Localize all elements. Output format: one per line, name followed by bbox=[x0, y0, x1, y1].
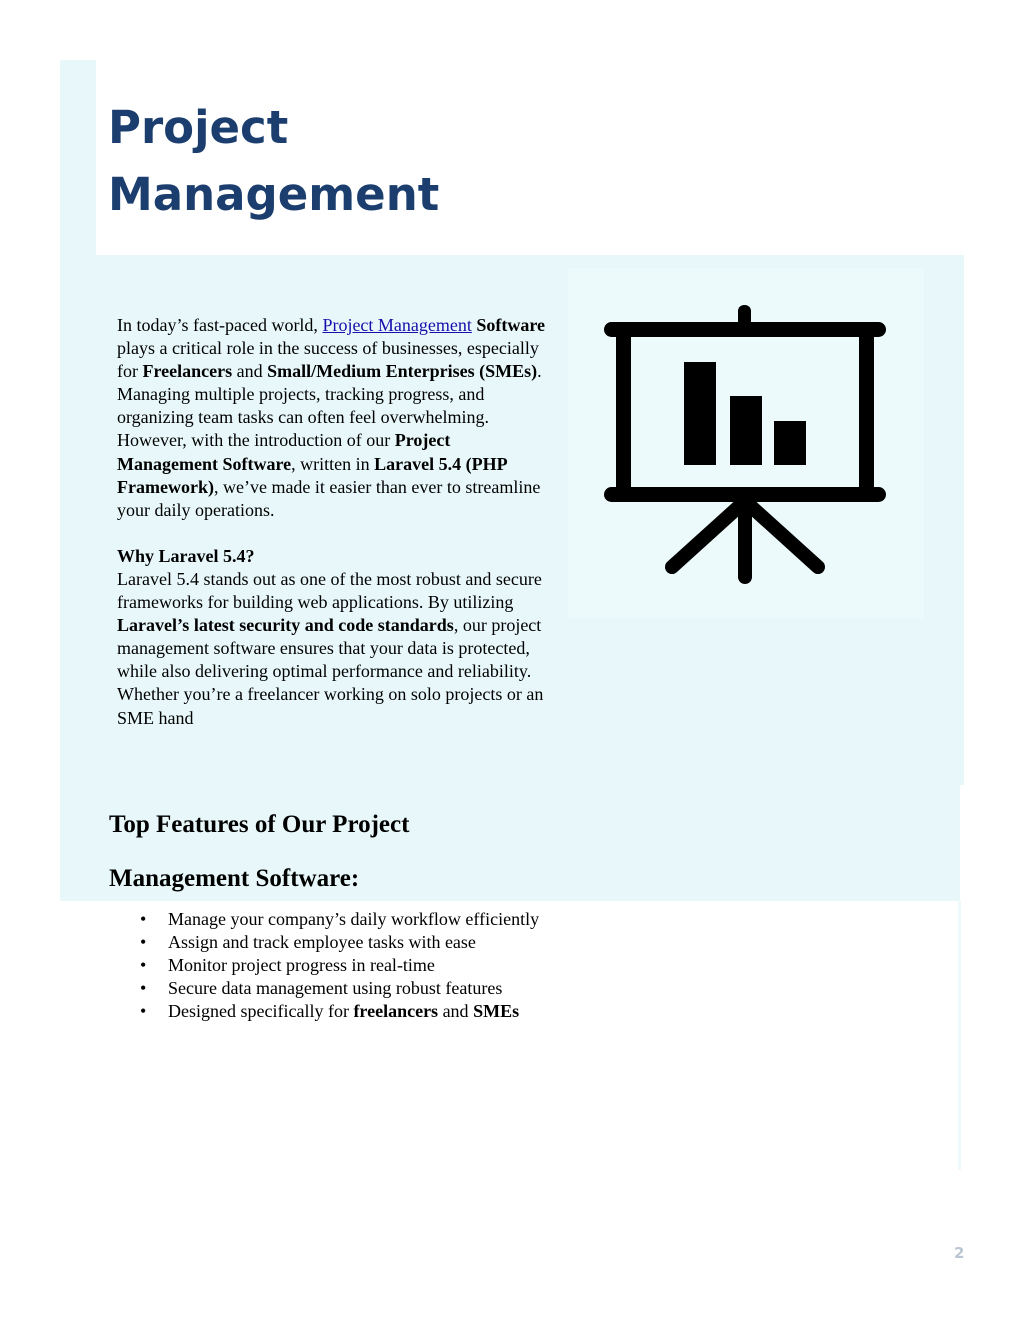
bullet: • bbox=[140, 955, 147, 976]
list-item-text: Monitor project progress in real-time bbox=[168, 955, 435, 976]
list-item bbox=[140, 908, 548, 931]
title-panel-background bbox=[60, 60, 96, 255]
project-management-link[interactable]: Project Management bbox=[322, 315, 472, 335]
why-laravel-paragraph bbox=[117, 545, 555, 730]
page-title bbox=[108, 94, 508, 228]
intro-bold: Freelancers bbox=[142, 361, 233, 382]
intro-paragraph bbox=[117, 314, 555, 522]
list-item-bold: SMEs bbox=[473, 1001, 520, 1022]
list-item bbox=[140, 1000, 548, 1023]
why-laravel-heading: Why Laravel 5.4? bbox=[117, 545, 255, 566]
list-item-text: Assign and track employee tasks with ease bbox=[168, 932, 476, 953]
list-item bbox=[140, 931, 548, 954]
panel-edge bbox=[958, 255, 964, 785]
page-number: 2 bbox=[954, 1244, 965, 1262]
intro-text: , we’ve made it easier than ever to streamline your daily operations. bbox=[117, 476, 541, 520]
intro-text: In today’s fast-paced world, bbox=[117, 315, 323, 335]
why-bold: Laravel’s latest security and code standards bbox=[117, 615, 454, 636]
intro-text: plays a critical role in the success of businesses, especially for bbox=[117, 338, 539, 382]
presentation-board-chart-icon bbox=[600, 305, 890, 587]
page-title-line-2: Management bbox=[108, 168, 440, 221]
list-item-text: Secure data management using robust features bbox=[168, 978, 503, 999]
intro-text: . Managing multiple projects, tracking progress, and organizing team tasks can often feel overwhelming. However, with the introduction of our bbox=[117, 361, 542, 451]
bullet: • bbox=[140, 932, 147, 953]
panel-edge-lower bbox=[958, 900, 961, 1170]
bullet: • bbox=[140, 1001, 147, 1022]
features-heading-line-1: Top Features of Our Project bbox=[109, 811, 410, 838]
intro-text: and bbox=[232, 361, 268, 382]
list-item-text: Manage your company’s daily workflow efficiently bbox=[168, 909, 540, 929]
body-text bbox=[117, 314, 555, 730]
paragraph-gap bbox=[117, 522, 555, 545]
list-item bbox=[140, 977, 548, 1000]
features-list bbox=[140, 908, 548, 1023]
features-heading bbox=[109, 798, 509, 906]
list-item-bold: freelancers bbox=[353, 1001, 439, 1022]
intro-text: , written in bbox=[291, 453, 375, 474]
page-title-line-1: Project bbox=[108, 101, 289, 154]
bullet: • bbox=[140, 978, 147, 999]
list-item-text: and bbox=[438, 1001, 474, 1022]
intro-bold: Software bbox=[476, 315, 546, 335]
list-item-text: Designed specifically for bbox=[168, 1001, 354, 1022]
bullet: • bbox=[140, 909, 147, 929]
features-heading-line-2: Management Software: bbox=[109, 865, 360, 892]
intro-bold: Small/Medium Enterprises (SMEs) bbox=[267, 361, 538, 382]
list-item bbox=[140, 954, 548, 977]
why-text: , our project management software ensures that your data is protected, while also delivering optimal performance and reliability. Whether you’re a freelancer working on solo projects or an SME hand bbox=[117, 615, 544, 728]
why-text: Laravel 5.4 stands out as one of the most robust and secure frameworks for building web applications. By utilizing bbox=[117, 568, 542, 613]
intro-bold: Project Management Software bbox=[117, 430, 451, 474]
intro-bold: Laravel 5.4 (PHP Framework) bbox=[117, 453, 507, 497]
